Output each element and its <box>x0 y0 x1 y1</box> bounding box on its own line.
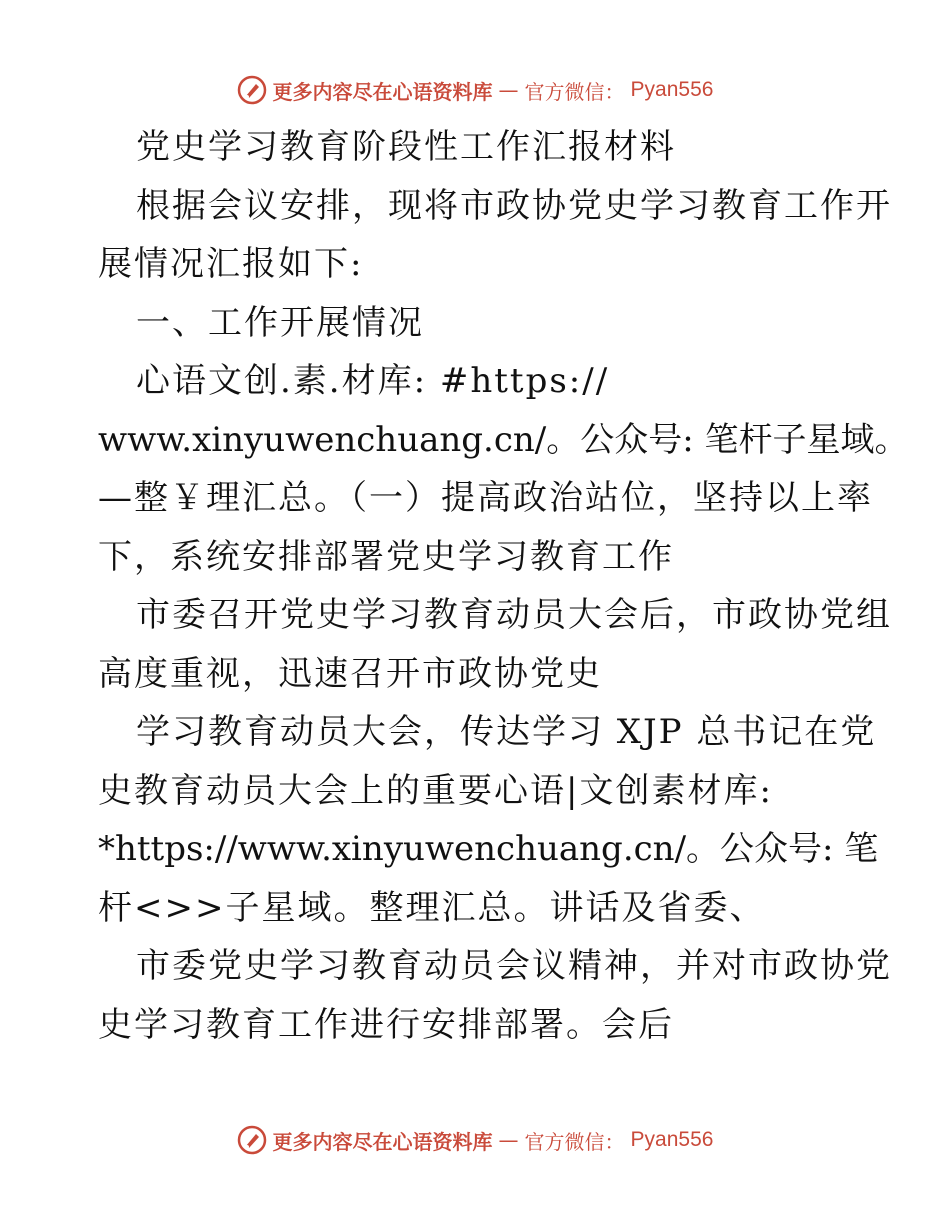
header-watermark-banner <box>0 70 950 110</box>
section-heading: 一、工作开展情况 <box>136 302 424 343</box>
paragraph-line: 心语文创.素.材库: #https:// <box>136 361 610 401</box>
paragraph-line: 市委党史学习教育动员会议精神，并对市政协党 <box>136 946 892 986</box>
banner-main-text: 更多内容尽在心语资料库 <box>272 1129 493 1154</box>
paragraph-line: 高度重视，迅速召开市政协党史 <box>98 653 602 694</box>
document-title: 党史学习教育阶段性工作汇报材料 <box>136 127 676 167</box>
paragraph-line: 根据会议安排，现将市政协党史学习教育工作开 <box>136 185 892 226</box>
paragraph-line: 史教育动员大会上的重要心语|文创素材库: <box>98 770 773 811</box>
paragraph-line: 展情况汇报如下: <box>98 244 364 284</box>
paragraph-line: *https://www.xinyuwenchuang.cn/。公众号: 笔 <box>98 829 879 869</box>
banner-wechat-label: 官方微信： <box>524 79 625 104</box>
paragraph-line: —整￥理汇总。（一）提高政治站位，坚持以上率 <box>98 478 873 518</box>
paragraph-line: 下，系统安排部署党史学习教育工作 <box>98 536 674 577</box>
document-body <box>98 118 909 1054</box>
banner-wechat-id: Pyan556 <box>630 78 714 101</box>
banner-wechat-label: 官方微信： <box>524 1129 625 1154</box>
banner-separator: — <box>498 78 519 102</box>
paragraph-line: 杆<>>子星域。整理汇总。讲话及省委、 <box>98 887 766 928</box>
paragraph-line: www.xinyuwenchuang.cn/。公众号: 笔杆子星域。 <box>98 419 909 460</box>
footer-watermark-banner <box>0 1120 950 1160</box>
paragraph-line: 史学习教育工作进行安排部署。会后 <box>98 1004 674 1045</box>
pen-logo-icon <box>237 75 267 105</box>
paragraph-line: 学习教育动员大会，传达学习 XJP 总书记在党 <box>136 712 877 752</box>
pen-logo-icon <box>237 1125 267 1155</box>
banner-separator: — <box>498 1128 519 1152</box>
banner-main-text: 更多内容尽在心语资料库 <box>272 79 493 104</box>
banner-wechat-id: Pyan556 <box>630 1128 714 1151</box>
paragraph-line: 市委召开党史学习教育动员大会后，市政协党组 <box>136 595 892 635</box>
